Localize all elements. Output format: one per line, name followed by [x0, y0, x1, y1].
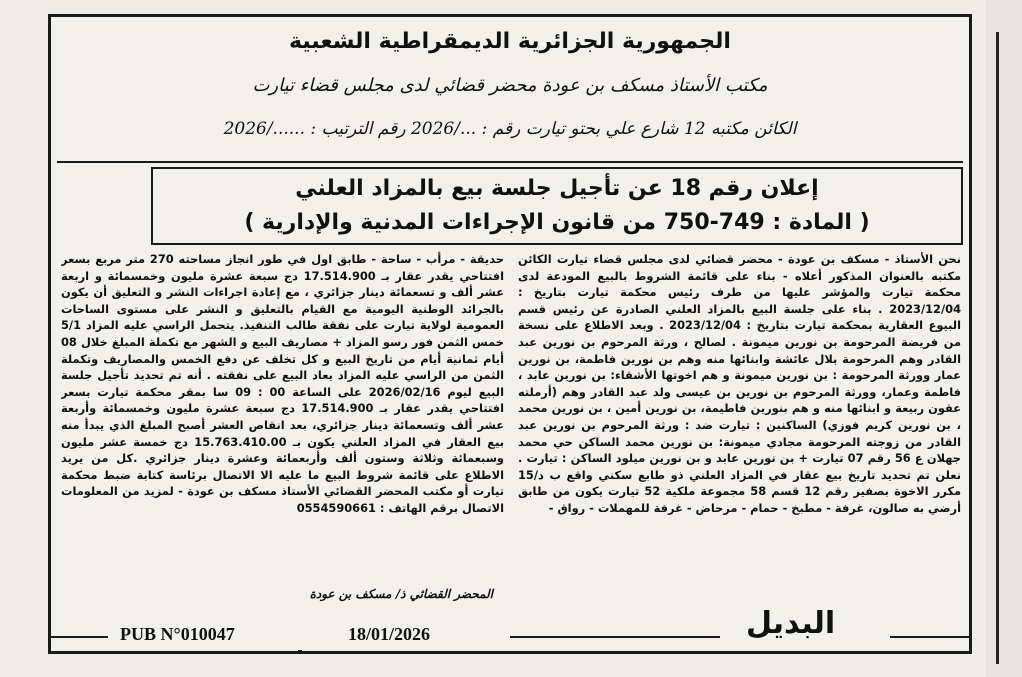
footer-rule-middle [510, 636, 720, 638]
office-address-line: الكائن مكتبه 12 شارع علي بحتو تيارت رقم : .../2026 رقم الترتيب : ....../2026 [223, 119, 797, 139]
notice-legal-reference: ( المادة : 749-750 من قانون الإجراءات المدنية والإدارية ) [244, 210, 870, 235]
footer-separator-dot [298, 650, 302, 654]
adjacent-column-strip [986, 0, 1022, 677]
notice-title: إعلان رقم 18 عن تأجيل جلسة بيع بالمزاد العلني [295, 176, 819, 201]
notice-title-box [151, 167, 963, 245]
body-text-left: حديقة - مرأب - ساحة - طابق اول في طور انجاز مساحته 270 متر مربع بسعر افتتاحي يقدر عقار بـ 17.514.900 دج سبعة عشرة مليون وخمسمائة و اربعة عشر ألف و تسعمائة دينار جزائري ، مع إعادة اجراءات النشر و التعليق أن يكون بالجرائد الوطنية اليومية مع القيام بالتعليق و النشر على مستوى الساحات العمومية لولاية تيارت على نفقة طالب التنفيذ. يتحمل الراسي عليه المزاد 5/1 خمس الثمن فور رسو المزاد + مصاريف البيع و الشهر مع تكملة المبلغ خلال 08 أيام ثمانية أيام من تاريخ البيع و كل تخلف عن دفع الخمس والمصاريف وتكملة الثمن من الراسي عليه المزاد يعاد البيع على نفقته . أنه تم تحديد تأجيل جلسة البيع ليوم 2026/02/16 على الساعة 00 : 09 سا بمقر محكمة تيارت بسعر افتتاحي يقدر عقار بـ 17.514.900 دج سبعة عشرة مليون وخمسمائة وأربعة عشر ألف وتسعمائة دينار جزائري، بعد انقاص العشر أصبح المبلغ الذي يبدأ منه بيع العقار في المزاد العلني يكون بـ 15.763.410.00 دج خمسة عشر مليون وسبعمائة وثلاثة وستون ألف وأربعمائة وعشرة دينار جزائري .كل من يريد الاطلاع على قائمة شروط البيع ما عليه الا الاتصال برئاسة كتابة ضبط محكمة تيارت أو مكتب المحضر القضائي الأستاذ مسكف بن عودة - لمزيد من المعلومات الاتصال برقم الهاتف : 0554590661 [61, 252, 504, 515]
publication-date: 18/01/2026 [348, 624, 431, 644]
notice-body [61, 251, 961, 621]
body-column-left [61, 251, 504, 621]
legal-notice-frame [48, 14, 972, 654]
bailiff-office-line: مكتب الأستاذ مسكف بن عودة محضر قضائي لدى مجلس قضاء تيارت [252, 75, 768, 96]
publication-number: PUB N°010047 [120, 624, 235, 644]
body-column-right [518, 251, 961, 621]
republic-heading: الجمهورية الجزائرية الديمقراطية الشعبية [289, 29, 731, 54]
adjacent-column-rule [996, 32, 1013, 664]
newspaper-logo: البديل [746, 606, 836, 641]
body-text-right: نحن الأستاذ - مسكف بن عودة - محضر قضائي لدى مجلس قضاء تيارت الكائن مكتبه بالعنوان المذكور أعلاه - بناء على قائمة الشروط بالبيع المودعة لدى محكمة تيارت والمؤشر عليها من طرف رئيس محكمة تيارت بتاريخ : 2023/12/04 . بناء على جلسة البيع بالمزاد العلني الصادرة عن رئيس قسم البيوع العقارية بمحكمة تيارت بتاريخ : 2023/12/04 . وبعد الاطلاع على نسخة من فريضة المرحومة بن نورين ميمونة . لصالح ، ورثة المرحوم بن نورين عبد القادر وهم المرحومة بلال عائشة وابنائها منه وهم بن نورين فاطمة، بن نورين عمار وورثة المرحومة : بن نورين ميمونة و هم اخوتها الأشقاء: بن نورين عابد ، فاطمة وعمار، وورثة المرحوم بن نورين بن عيسى ولد عبد القادر وهم (أرملته عقون ربيعة و ابنائها منه و هم بنورين فاطيمة، بن نورين أمين ، بن نورين محمد ، بن نورين كريم فوزي) الساكنين : تيارت ضد : ورثة المرحوم بن نورين عبد القادر من زوجته المرحومة مجادي ميمونة: بن نورين محمد الساكن حي محمد جهلان ع 56 رقم 07 تيارت + بن نورين عابد و بن نورين ميلود الساكن : تيارت . نعلن تم تحديد تاريخ بيع عقار في المزاد العلني ذو طابع سكني واقع ب د/15 مكرر الاخوة بصفير رقم 12 قسم 58 مجموعة ملكية 52 تيارت يكون من طابق أرضي به صالون، غرفة - مطبخ - حمام - مرحاض - غرفة للمهملات - رواق - [518, 252, 961, 515]
header-divider [57, 161, 963, 163]
footer-rule-left [48, 636, 108, 638]
footer-rule-right [890, 636, 972, 638]
bailiff-signature: المحضر القضائي ذ/ مسكف بن عودة [309, 587, 493, 601]
